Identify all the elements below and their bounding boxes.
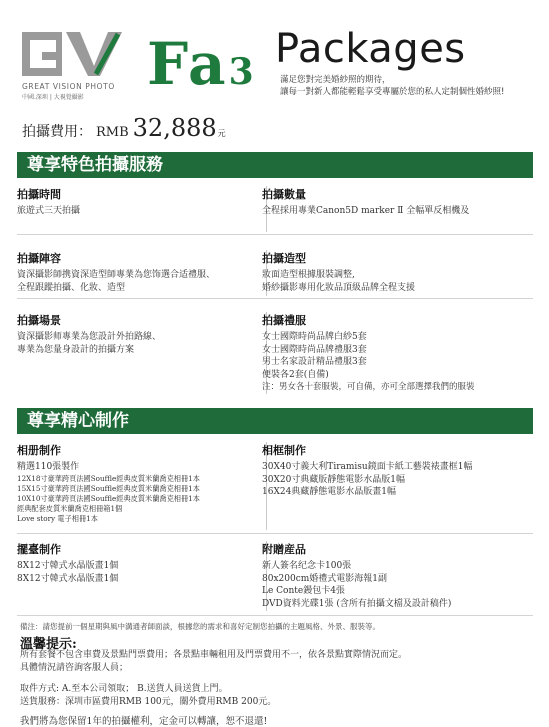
service-team: 拍攝陣容 資深攝影師携資深造型師專業為您饰選合适禮服、 全程跟蹤拍攝、化妝、造型 — [17, 250, 267, 296]
gift-products: 附贈産品 新人簽名纪念卡100張 80x200cm婚禮式電影海報1副 Le Conte鏝包卡4張 DVD資料光碟1張 (含所有拍攝文檔及設計稿件) — [262, 543, 452, 609]
service-gowns: 拍攝禮服 女士國際時尚品牌白紗5套 女士國際時尚品牌禮服3套 男士名家設計精品禮服3套 便裝各2套(自備) 注：男女各十套服裝，可自備，亦可全部選擇我們的服裝 — [262, 314, 475, 392]
service-styling: 拍攝造型 妝面造型根據服裝調整, 婚紗攝影專用化妝品頂級品牌全程支援 — [262, 252, 416, 293]
warm-tips-body: 所有套餐不包含車費及景點門票費用；各景點車輛租用及門票費用不一，依各景點實際情況而定。 具體情況請咨詢客服人員； — [20, 650, 408, 673]
logo-name: GREAT VISION PHOTO — [22, 82, 115, 91]
warm-tips-title: 溫馨提示: — [20, 637, 77, 652]
frame-production: 相框制作 30X40寸義大利Tiramisu鏡面卡紙工藝裝裱畫框1幅 30X20寸典藏版靜態電影水晶版1幅 16X24典藏靜態電影水晶版畫1幅 — [262, 444, 473, 497]
price-amount: 32,888 — [132, 114, 217, 142]
row-divider — [17, 615, 533, 616]
row-divider — [17, 234, 533, 235]
gv-logo-icon — [22, 30, 130, 80]
header — [0, 0, 549, 112]
price-label: 拍攝費用： — [22, 124, 92, 140]
packages-heading: Packages — [275, 26, 466, 72]
price-unit: 元 — [217, 129, 226, 138]
section-title-services: 尊享特色拍攝服務 — [17, 152, 533, 178]
service-shooting-time: 拍攝時間 旅遊式三天拍攝 — [17, 186, 267, 232]
row-divider — [17, 298, 533, 299]
brand-logo — [22, 30, 140, 101]
remarks: 備注：請您提前一個星期與風中溝通者師面談，根據您的需求和喜好定制您拍攝的主題風格、外景、服裝等。 — [20, 622, 380, 631]
desk-frame-production: 擺臺制作 8X12寸韓式水晶版畫1個 8X12寸韓式水晶版畫1個 — [17, 541, 267, 611]
price-currency: RMB — [96, 125, 129, 140]
logo-subtitle: 中國.深圳 | 大視覺攝影 — [22, 94, 84, 101]
retention-note: 我們將為您保留1年的拍攝權利，定金可以轉讓，恕不退還! — [20, 716, 268, 727]
service-scenes: 拍攝場景 資深攝影师專業為您設計外拍路線、 專業為您量身設計的拍攝方案 — [17, 312, 267, 394]
album-production: 相册制作 精選110張製作 12X18寸豪華跨頁法國Souffle經典皮質米蘭喬克相冊1本 15X15寸豪華跨頁法國Souffle經典皮質米蘭喬克相冊1本 10X10寸豪華跨頁法國Souffle經典皮質米蘭喬克相冊1本 經典配套皮質米蘭喬克相冊箱1個 Love story 電子相冊1本 — [17, 442, 267, 530]
tagline: 滿足您對完美婚紗照的期待， 讓每一對新人都能輕鬆享受專屬於您的私人定制個性婚紗照! — [280, 75, 505, 97]
service-shooting-quantity: 拍攝數量 全程採用專業Canon5D marker Ⅱ 全幅單反相機及 — [262, 188, 470, 216]
section-title-production: 尊享精心制作 — [17, 408, 533, 434]
pickup-info: 取件方式: A.至本公司領取； B.送貨人員送貨上門。 送貨服務：深圳市區費用RMB 100元，關外費用RMB 200元。 — [20, 684, 277, 707]
price-line — [22, 114, 226, 142]
package-name: Fa3 — [147, 30, 254, 98]
row-divider — [17, 533, 533, 534]
